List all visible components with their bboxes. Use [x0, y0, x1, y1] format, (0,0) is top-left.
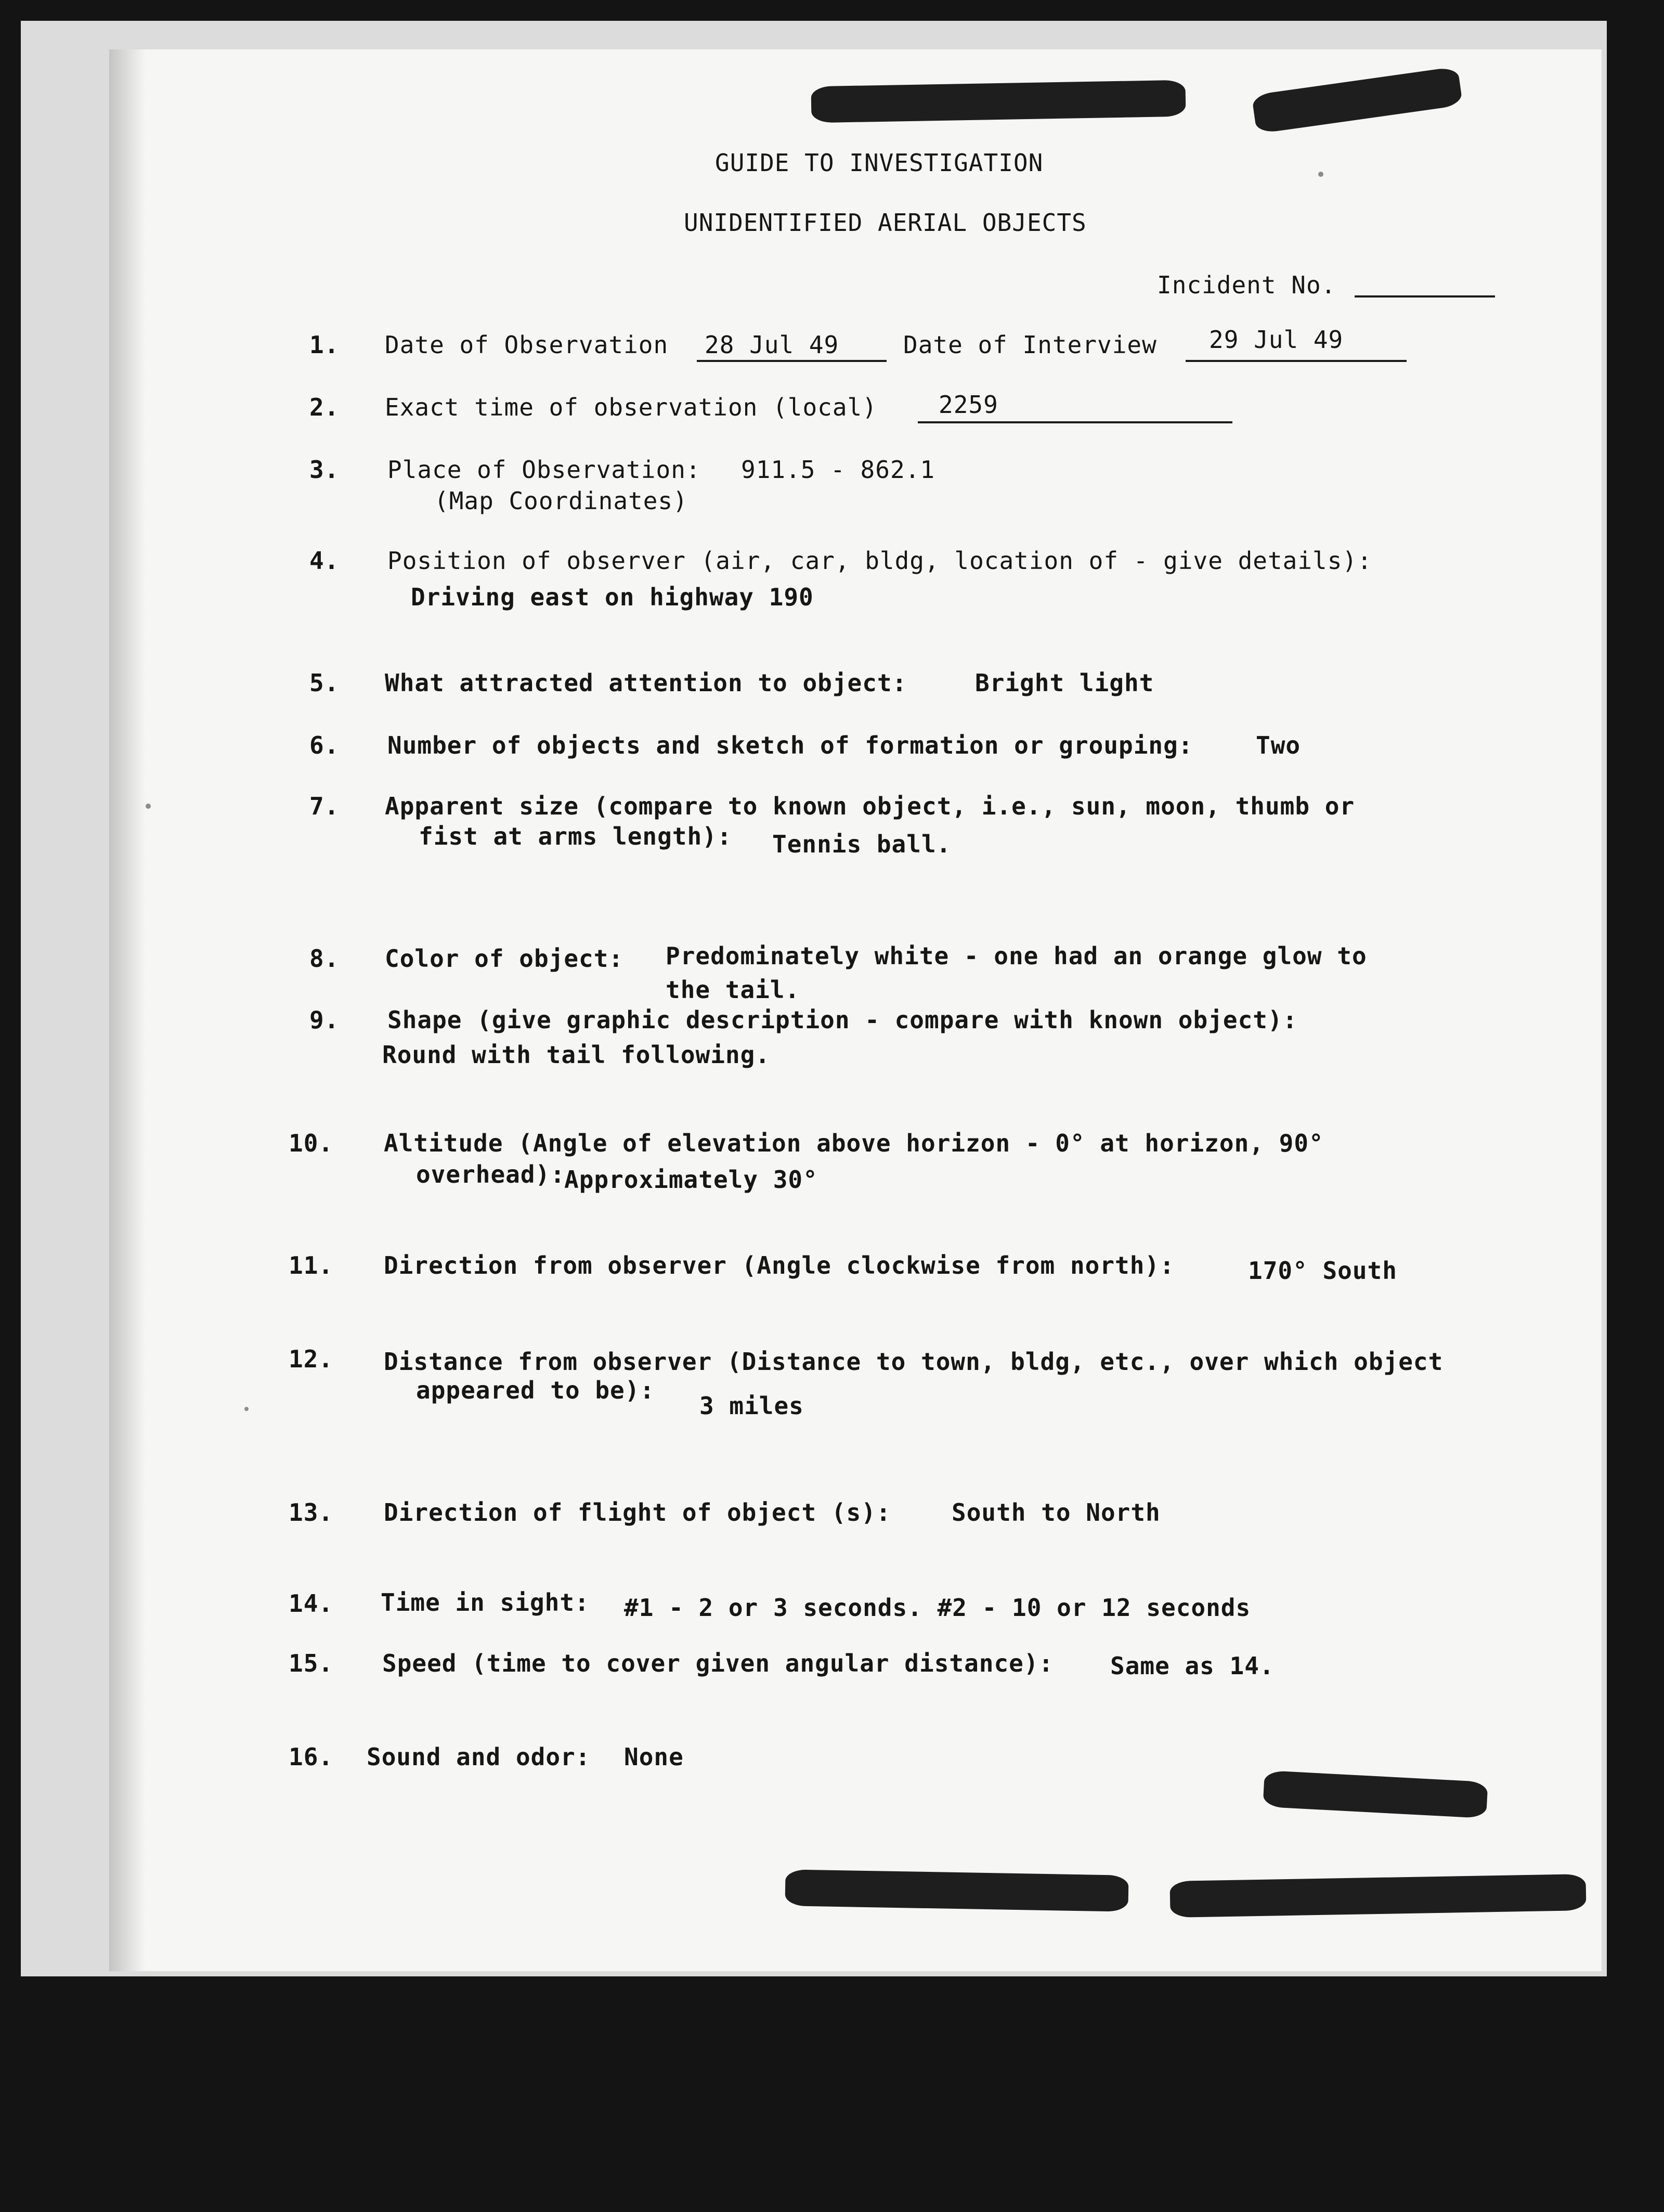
apparent-size-label-continued: fist at arms length): [419, 822, 732, 850]
item-number: 15. [289, 1649, 334, 1677]
item-number: 16. [289, 1743, 334, 1771]
map-coordinates-note: (Map Coordinates) [434, 487, 688, 515]
altitude-value: Approximately 30° [564, 1166, 818, 1194]
date-of-observation-line [697, 360, 887, 362]
altitude-label: Altitude (Angle of elevation above horizon - 0° at horizon, 90° [384, 1129, 1324, 1157]
direction-from-observer-value: 170° South [1248, 1257, 1397, 1285]
item-number: 5. [309, 669, 340, 697]
redaction-mark-top-center [811, 80, 1186, 123]
direction-from-observer-label: Direction from observer (Angle clockwise from north): [384, 1251, 1175, 1279]
document-subtitle: UNIDENTIFIED AERIAL OBJECTS [684, 209, 1087, 237]
speed-label: Speed (time to cover given angular distance): [382, 1649, 1054, 1677]
distance-from-observer-label: Distance from observer (Distance to town, bldg, etc., over which object [384, 1348, 1444, 1376]
item-number: 1. [309, 331, 340, 359]
incident-number-field [1355, 295, 1495, 297]
direction-of-flight-value: South to North [952, 1498, 1161, 1527]
number-of-objects-value: Two [1256, 731, 1301, 759]
date-of-interview-label: Date of Interview [903, 331, 1157, 359]
color-of-object-label: Color of object: [385, 945, 624, 973]
distance-from-observer-value: 3 miles [699, 1392, 804, 1420]
altitude-label-continued: overhead): [416, 1160, 565, 1188]
item-number: 10. [289, 1129, 334, 1157]
speed-value: Same as 14. [1110, 1652, 1275, 1680]
paper-speck [244, 1407, 249, 1411]
number-of-objects-label: Number of objects and sketch of formation or grouping: [387, 731, 1193, 759]
page-edge-shade [109, 49, 146, 1971]
time-in-sight-value: #1 - 2 or 3 seconds. #2 - 10 or 12 seconds [624, 1594, 1251, 1622]
item-number: 7. [309, 792, 340, 820]
date-of-interview-value: 29 Jul 49 [1209, 326, 1344, 354]
sound-and-odor-label: Sound and odor: [367, 1743, 591, 1771]
apparent-size-value: Tennis ball. [772, 830, 952, 858]
document-title: GUIDE TO INVESTIGATION [715, 149, 1044, 177]
shape-value: Round with tail following. [382, 1041, 771, 1069]
date-of-interview-line [1186, 360, 1407, 362]
distance-from-observer-label-continued: appeared to be): [416, 1376, 655, 1404]
item-number: 14. [289, 1589, 334, 1618]
time-of-observation-value: 2259 [939, 391, 998, 419]
item-number: 6. [309, 731, 340, 759]
time-in-sight-label: Time in sight: [381, 1588, 590, 1616]
redaction-mark-bottom-center [785, 1869, 1128, 1912]
paper-speck [1318, 172, 1323, 177]
apparent-size-label: Apparent size (compare to known object, i.e., sun, moon, thumb or [385, 792, 1355, 820]
place-of-observation-label: Place of Observation: [387, 456, 701, 484]
direction-of-flight-label: Direction of flight of object (s): [384, 1498, 891, 1527]
item-number: 8. [309, 945, 340, 973]
attracted-attention-label: What attracted attention to object: [385, 669, 907, 697]
date-of-observation-label: Date of Observation [385, 331, 669, 359]
color-of-object-value: Predominately white - one had an orange glow to [666, 942, 1367, 970]
time-of-observation-line [918, 421, 1232, 423]
item-number: 13. [289, 1498, 334, 1527]
item-number: 3. [309, 456, 340, 484]
paper-speck [146, 804, 151, 809]
item-number: 2. [309, 393, 340, 421]
position-of-observer-label: Position of observer (air, car, bldg, location of - give details): [387, 547, 1372, 575]
item-number: 11. [289, 1251, 334, 1279]
shape-label: Shape (give graphic description - compare with known object): [387, 1006, 1298, 1034]
place-of-observation-value: 911.5 - 862.1 [741, 456, 935, 484]
position-of-observer-value: Driving east on highway 190 [411, 583, 814, 611]
color-of-object-value-continued: the tail. [666, 976, 800, 1004]
item-number: 4. [309, 547, 340, 575]
redaction-mark-bottom-far-right [1169, 1874, 1586, 1918]
item-number: 12. [289, 1345, 334, 1373]
time-of-observation-label: Exact time of observation (local) [385, 393, 877, 421]
sound-and-odor-value: None [624, 1743, 684, 1771]
date-of-observation-value: 28 Jul 49 [705, 331, 839, 359]
attracted-attention-value: Bright light [975, 669, 1154, 697]
incident-number-label: Incident No. [1157, 271, 1336, 299]
item-number: 9. [309, 1006, 340, 1034]
